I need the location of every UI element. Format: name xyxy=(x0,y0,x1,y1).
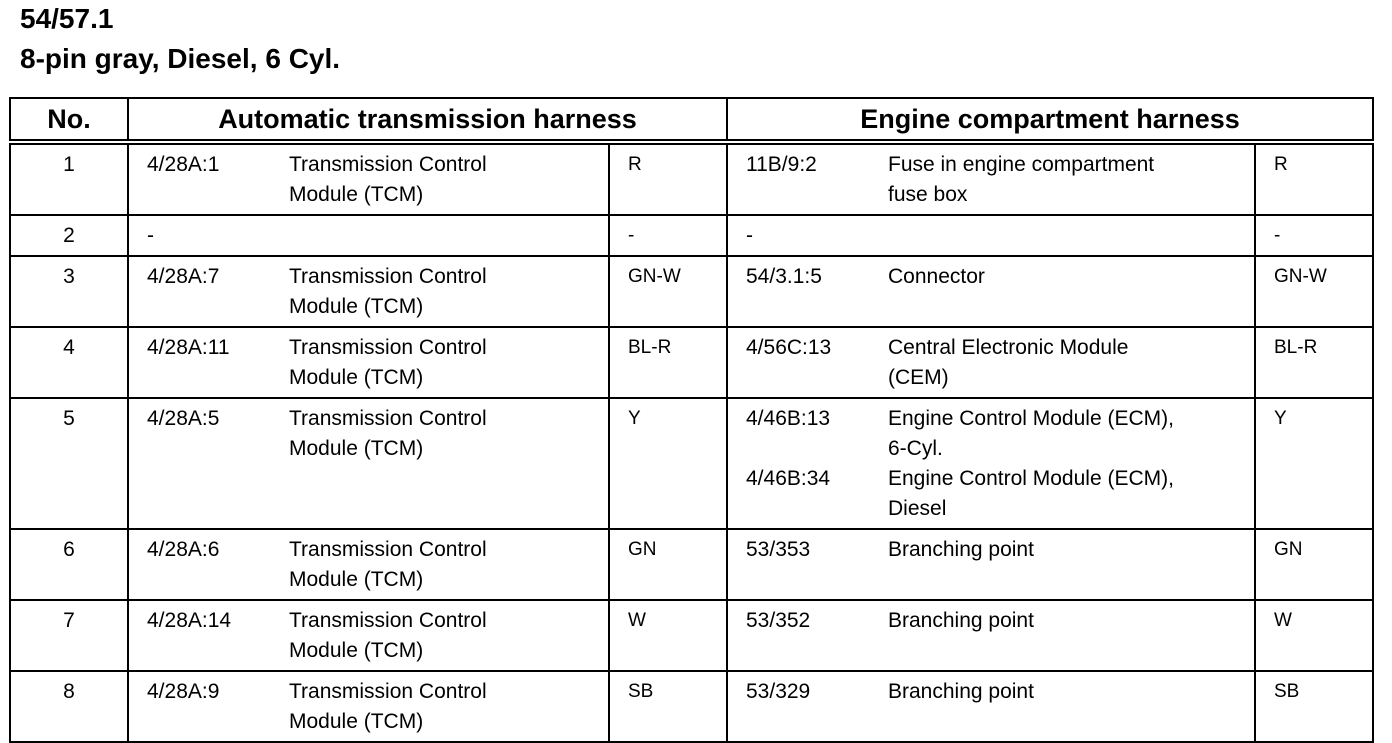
table-row xyxy=(10,671,1373,742)
description-line: Diesel xyxy=(888,497,947,520)
connector-pin: 53/353 xyxy=(746,538,811,561)
connector-pin: - xyxy=(147,224,154,247)
description-line: Transmission Control xyxy=(289,680,487,703)
table-row xyxy=(10,529,1373,600)
description-line: Fuse in engine compartment xyxy=(888,153,1155,176)
description-line: 6-Cyl. xyxy=(888,437,943,460)
engine-connection xyxy=(727,600,1255,671)
engine-wire-color: GN xyxy=(1255,529,1373,600)
description-line: Transmission Control xyxy=(289,609,487,632)
transmission-wire-color: SB xyxy=(609,671,727,742)
connection-entry xyxy=(129,221,608,251)
engine-wire-color: - xyxy=(1255,215,1373,256)
connection-entry xyxy=(728,221,1254,251)
connector-id-title: 54/57.1 xyxy=(20,3,114,34)
engine-wire-color: Y xyxy=(1255,398,1373,529)
component-description xyxy=(888,464,1254,524)
pinout-table xyxy=(9,97,1374,743)
connector-pin: 11B/9:2 xyxy=(746,153,817,176)
table-row xyxy=(10,327,1373,398)
component-description xyxy=(289,677,608,737)
description-line: Engine Control Module (ECM), xyxy=(888,467,1174,490)
engine-wire-color: GN-W xyxy=(1255,256,1373,327)
component-description xyxy=(888,677,1254,707)
engine-wire-color: W xyxy=(1255,600,1373,671)
transmission-connection xyxy=(128,327,609,398)
connection-entry xyxy=(129,535,608,595)
description-line: Module (TCM) xyxy=(289,639,424,662)
connector-pin: - xyxy=(746,224,753,247)
connector-pin: 4/28A:14 xyxy=(147,609,232,632)
connection-entry xyxy=(728,262,1254,292)
description-line: Module (TCM) xyxy=(289,710,424,733)
connection-entry xyxy=(728,333,1254,393)
description-line: Module (TCM) xyxy=(289,437,424,460)
table-row xyxy=(10,142,1373,215)
description-line: Branching point xyxy=(888,609,1034,632)
description-line: Module (TCM) xyxy=(289,366,424,389)
connector-pin: 53/352 xyxy=(746,609,811,632)
description-line: Connector xyxy=(888,265,985,288)
pinout-rows xyxy=(10,142,1373,742)
connector-pin: 4/28A:7 xyxy=(147,265,220,288)
connection-entry xyxy=(728,150,1254,210)
connector-description-title: 8-pin gray, Diesel, 6 Cyl. xyxy=(20,43,341,74)
connection-entry xyxy=(728,535,1254,565)
transmission-wire-color: GN-W xyxy=(609,256,727,327)
pin-number: 5 xyxy=(10,398,128,529)
transmission-wire-color: GN xyxy=(609,529,727,600)
engine-connection xyxy=(727,398,1255,529)
transmission-connection xyxy=(128,256,609,327)
transmission-wire-color: - xyxy=(609,215,727,256)
pin-number: 3 xyxy=(10,256,128,327)
engine-wire-color: BL-R xyxy=(1255,327,1373,398)
component-description xyxy=(289,404,608,464)
connection-entry xyxy=(728,606,1254,636)
connection-entry xyxy=(129,150,608,210)
description-line: Engine Control Module (ECM), xyxy=(888,407,1174,430)
header-transmission-harness: Automatic transmission harness xyxy=(128,98,727,142)
connection-entry xyxy=(728,464,1254,524)
description-line: Central Electronic Module xyxy=(888,336,1129,359)
table-row xyxy=(10,398,1373,529)
pin-number: 2 xyxy=(10,215,128,256)
engine-connection xyxy=(727,327,1255,398)
connector-pin: 4/56C:13 xyxy=(746,336,832,359)
description-line: Branching point xyxy=(888,680,1034,703)
engine-connection xyxy=(727,671,1255,742)
component-description xyxy=(888,404,1254,464)
description-line: Module (TCM) xyxy=(289,568,424,591)
description-line: Transmission Control xyxy=(289,265,487,288)
description-line: Transmission Control xyxy=(289,538,487,561)
component-description xyxy=(289,262,608,322)
pin-number: 7 xyxy=(10,600,128,671)
pin-number: 1 xyxy=(10,142,128,215)
connector-pin: 4/28A:5 xyxy=(147,407,220,430)
header-engine-harness: Engine compartment harness xyxy=(727,98,1373,142)
description-line: Transmission Control xyxy=(289,336,487,359)
table-row xyxy=(10,256,1373,327)
transmission-connection xyxy=(128,600,609,671)
connection-entry xyxy=(129,262,608,322)
pin-number: 6 xyxy=(10,529,128,600)
engine-connection xyxy=(727,529,1255,600)
engine-connection xyxy=(727,215,1255,256)
transmission-wire-color: Y xyxy=(609,398,727,529)
connector-pin: 4/46B:13 xyxy=(746,407,831,430)
connection-entry xyxy=(728,404,1254,464)
description-line: (CEM) xyxy=(888,366,949,389)
transmission-wire-color: R xyxy=(609,142,727,215)
component-description xyxy=(289,333,608,393)
connector-pin: 4/28A:6 xyxy=(147,538,220,561)
connector-pin: 53/329 xyxy=(746,680,811,703)
table-row xyxy=(10,215,1373,256)
table-row xyxy=(10,600,1373,671)
component-description xyxy=(888,606,1254,636)
description-line: Module (TCM) xyxy=(289,295,424,318)
component-description xyxy=(888,535,1254,565)
connection-entry xyxy=(129,677,608,737)
description-line: fuse box xyxy=(888,183,968,206)
component-description xyxy=(888,333,1254,393)
engine-wire-color: SB xyxy=(1255,671,1373,742)
transmission-wire-color: BL-R xyxy=(609,327,727,398)
header-no: No. xyxy=(10,98,128,142)
table-header-row xyxy=(10,98,1373,142)
component-description xyxy=(289,535,608,595)
pin-number: 4 xyxy=(10,327,128,398)
transmission-connection xyxy=(128,142,609,215)
transmission-connection xyxy=(128,671,609,742)
engine-connection xyxy=(727,142,1255,215)
component-description xyxy=(289,606,608,666)
description-line: Transmission Control xyxy=(289,407,487,430)
connection-entry xyxy=(129,606,608,666)
connector-pin: 4/28A:11 xyxy=(147,336,230,359)
description-line: Module (TCM) xyxy=(289,183,424,206)
transmission-connection xyxy=(128,529,609,600)
connector-pin: 4/28A:1 xyxy=(147,153,220,176)
connector-pin: 4/46B:34 xyxy=(746,467,831,490)
component-description xyxy=(289,150,608,210)
pin-number: 8 xyxy=(10,671,128,742)
connection-entry xyxy=(129,404,608,464)
connection-entry xyxy=(129,333,608,393)
transmission-connection xyxy=(128,215,609,256)
connector-pin: 4/28A:9 xyxy=(147,680,220,703)
component-description xyxy=(888,262,1254,292)
connection-entry xyxy=(728,677,1254,707)
transmission-wire-color: W xyxy=(609,600,727,671)
engine-wire-color: R xyxy=(1255,142,1373,215)
description-line: Branching point xyxy=(888,538,1034,561)
transmission-connection xyxy=(128,398,609,529)
connector-pin: 54/3.1:5 xyxy=(746,265,822,288)
engine-connection xyxy=(727,256,1255,327)
component-description xyxy=(888,150,1254,210)
description-line: Transmission Control xyxy=(289,153,487,176)
